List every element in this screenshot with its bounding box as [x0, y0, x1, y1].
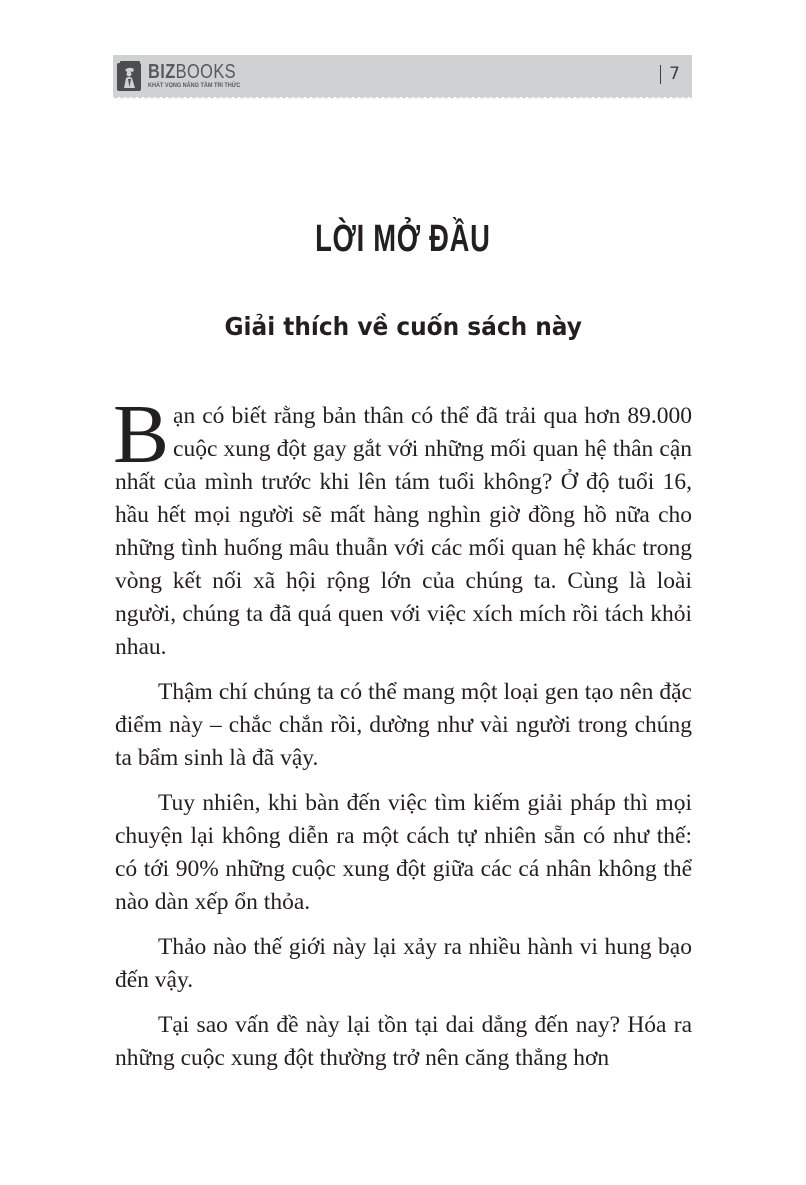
page-number-value: 7 — [669, 64, 680, 84]
brand-name — [148, 62, 237, 82]
page-number — [660, 64, 680, 84]
chapter-title — [0, 214, 806, 264]
publisher-logo — [117, 59, 257, 93]
paragraph: Thậm chí chúng ta có thể mang một loại gen tạo nên đặc điểm này – chắc chắn rồi, dường như vài người trong chúng ta bẩm sinh là đã vậy. — [115, 679, 692, 771]
page-number-divider — [660, 65, 662, 84]
brand-name-bold: BIZ — [148, 61, 176, 83]
paragraph: Thảo nào thế giới này lại xảy ra nhiều hành vi hung bạo đến vậy. — [115, 934, 692, 993]
drop-cap: B — [113, 388, 170, 481]
paragraph: Tại sao vấn đề này lại tồn tại dai dẳng đến nay? Hóa ra những cuộc xung đột thường trở nên căng thẳng hơn — [115, 1012, 692, 1071]
chapter-title-text: LỜI MỞ ĐẦU — [315, 218, 491, 260]
running-header — [113, 55, 692, 97]
paragraph — [113, 388, 692, 664]
chapter-subtitle-text: Giải thích về cuốn sách này — [224, 312, 582, 341]
brand-name-light: BOOKS — [175, 61, 237, 83]
paragraph: Tuy nhiên, khi bàn đến việc tìm kiếm giải pháp thì mọi chuyện lại không diễn ra một cách tự nhiên sẵn có như thế: có tới 90% những cuộc xung đột giữa các cá nhân không thể nào dàn xếp ổn thỏa. — [115, 790, 692, 915]
brand-tagline: KHÁT VỌNG NÂNG TẦM TRI THỨC — [148, 82, 241, 89]
body-text — [113, 388, 692, 1087]
chapter-subtitle — [0, 309, 806, 345]
paragraph-text: ạn có biết rằng bản thân có thể đã trải qua hơn 89.000 cuộc xung đột gay gắt với những mối quan hệ thân cận nhất của mình trước khi lên tám tuổi không? Ở độ tuổi 16, hầu hết mọi người sẽ mất hàng nghìn giờ đồng hồ nữa cho những tình huống mâu thuẫn với các mối quan hệ khác trong vòng kết nối xã hội rộng lớn của chúng ta. Cùng là loài người, chúng ta đã quá quen với việc xích mích rồi tách khỏi nhau. — [115, 403, 692, 660]
bizbooks-logo-icon — [117, 61, 143, 91]
